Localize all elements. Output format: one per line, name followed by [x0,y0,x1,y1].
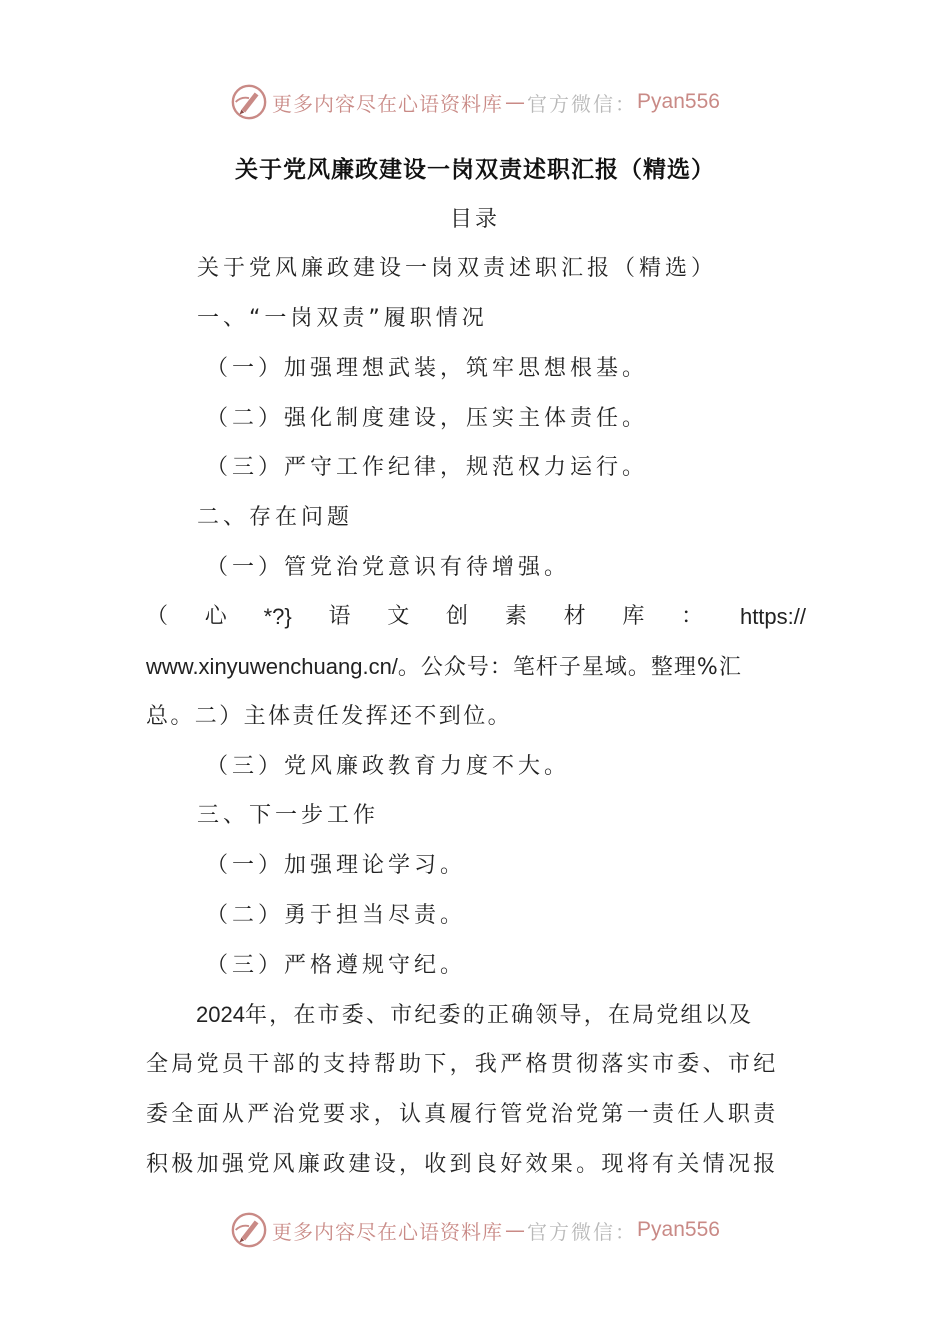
banner-separator: — [505,1218,526,1242]
toc-item: 三、下一步工作 [197,803,380,828]
body-line: 全局党员干部的支持帮助下，我严格贯彻落实市委、市纪 [146,1052,779,1077]
inserted-part: *?} [263,604,292,629]
toc-item: （三）严格遵规守纪。 [206,953,467,978]
banner-wechat-label: 官方微信： [527,1219,638,1244]
inserted-part: 库 [622,604,645,629]
body-text: 年，在市委、市纪委的正确领导，在局党组以及 [244,1003,754,1028]
pen-logo-icon [230,83,268,121]
toc-item: （一）加强理想武装，筑牢思想根基。 [206,356,649,381]
inserted-part: 材 [563,604,586,629]
toc-heading: 目录 [449,207,500,232]
inserted-part: 语 [328,604,351,629]
toc-item: （三）严守工作纪律，规范权力运行。 [206,455,649,480]
pen-logo-icon [230,1211,268,1249]
inserted-line [146,651,806,683]
body-year: 2024 [196,1002,245,1027]
banner-wechat-id: Pyan556 [637,90,720,113]
inserted-part: 文 [387,604,410,629]
inserted-part: （ [146,604,169,629]
inserted-line: 总。二）主体责任发挥还不到位。 [146,704,513,729]
toc-item: （二）强化制度建设，压实主体责任。 [206,406,649,431]
document-title: 关于党风廉政建设一岗双责述职汇报（精选） [235,156,715,183]
banner-separator: — [505,90,526,114]
banner-slogan: 更多内容尽在心语资料库 [272,1219,504,1244]
inserted-text: 。公众号：笔杆子星域。整理%汇 [397,655,742,680]
inserted-part: 创 [446,604,469,629]
banner-slogan: 更多内容尽在心语资料库 [272,91,504,116]
inserted-part: 素 [504,604,527,629]
body-line [196,999,806,1031]
inserted-url-start: https:// [739,604,806,629]
footer-banner [0,1208,950,1252]
banner-wechat-label: 官方微信： [527,91,638,116]
toc-item: （三）党风廉政教育力度不大。 [206,754,571,779]
toc-item: （二）勇于担当尽责。 [206,903,467,928]
inserted-line [146,601,806,633]
inserted-part: 心 [204,604,227,629]
toc-item: 一、“一岗双责”履职情况 [197,306,488,331]
body-line: 委全面从严治党要求，认真履行管党治党第一责任人职责 [146,1102,779,1127]
toc-item: 关于党风廉政建设一岗双责述职汇报（精选） [197,256,718,281]
toc-item: （一）加强理论学习。 [206,853,467,878]
inserted-url: www.xinyuwenchuang.cn/ [146,654,398,679]
header-banner [0,80,950,124]
body-line: 积极加强党风廉政建设，收到良好效果。现将有关情况报 [146,1152,779,1177]
toc-item: （一）管党治党意识有待增强。 [206,555,571,580]
inserted-part: ： [681,604,704,629]
banner-wechat-id: Pyan556 [637,1218,720,1241]
toc-item: 二、存在问题 [197,505,354,530]
